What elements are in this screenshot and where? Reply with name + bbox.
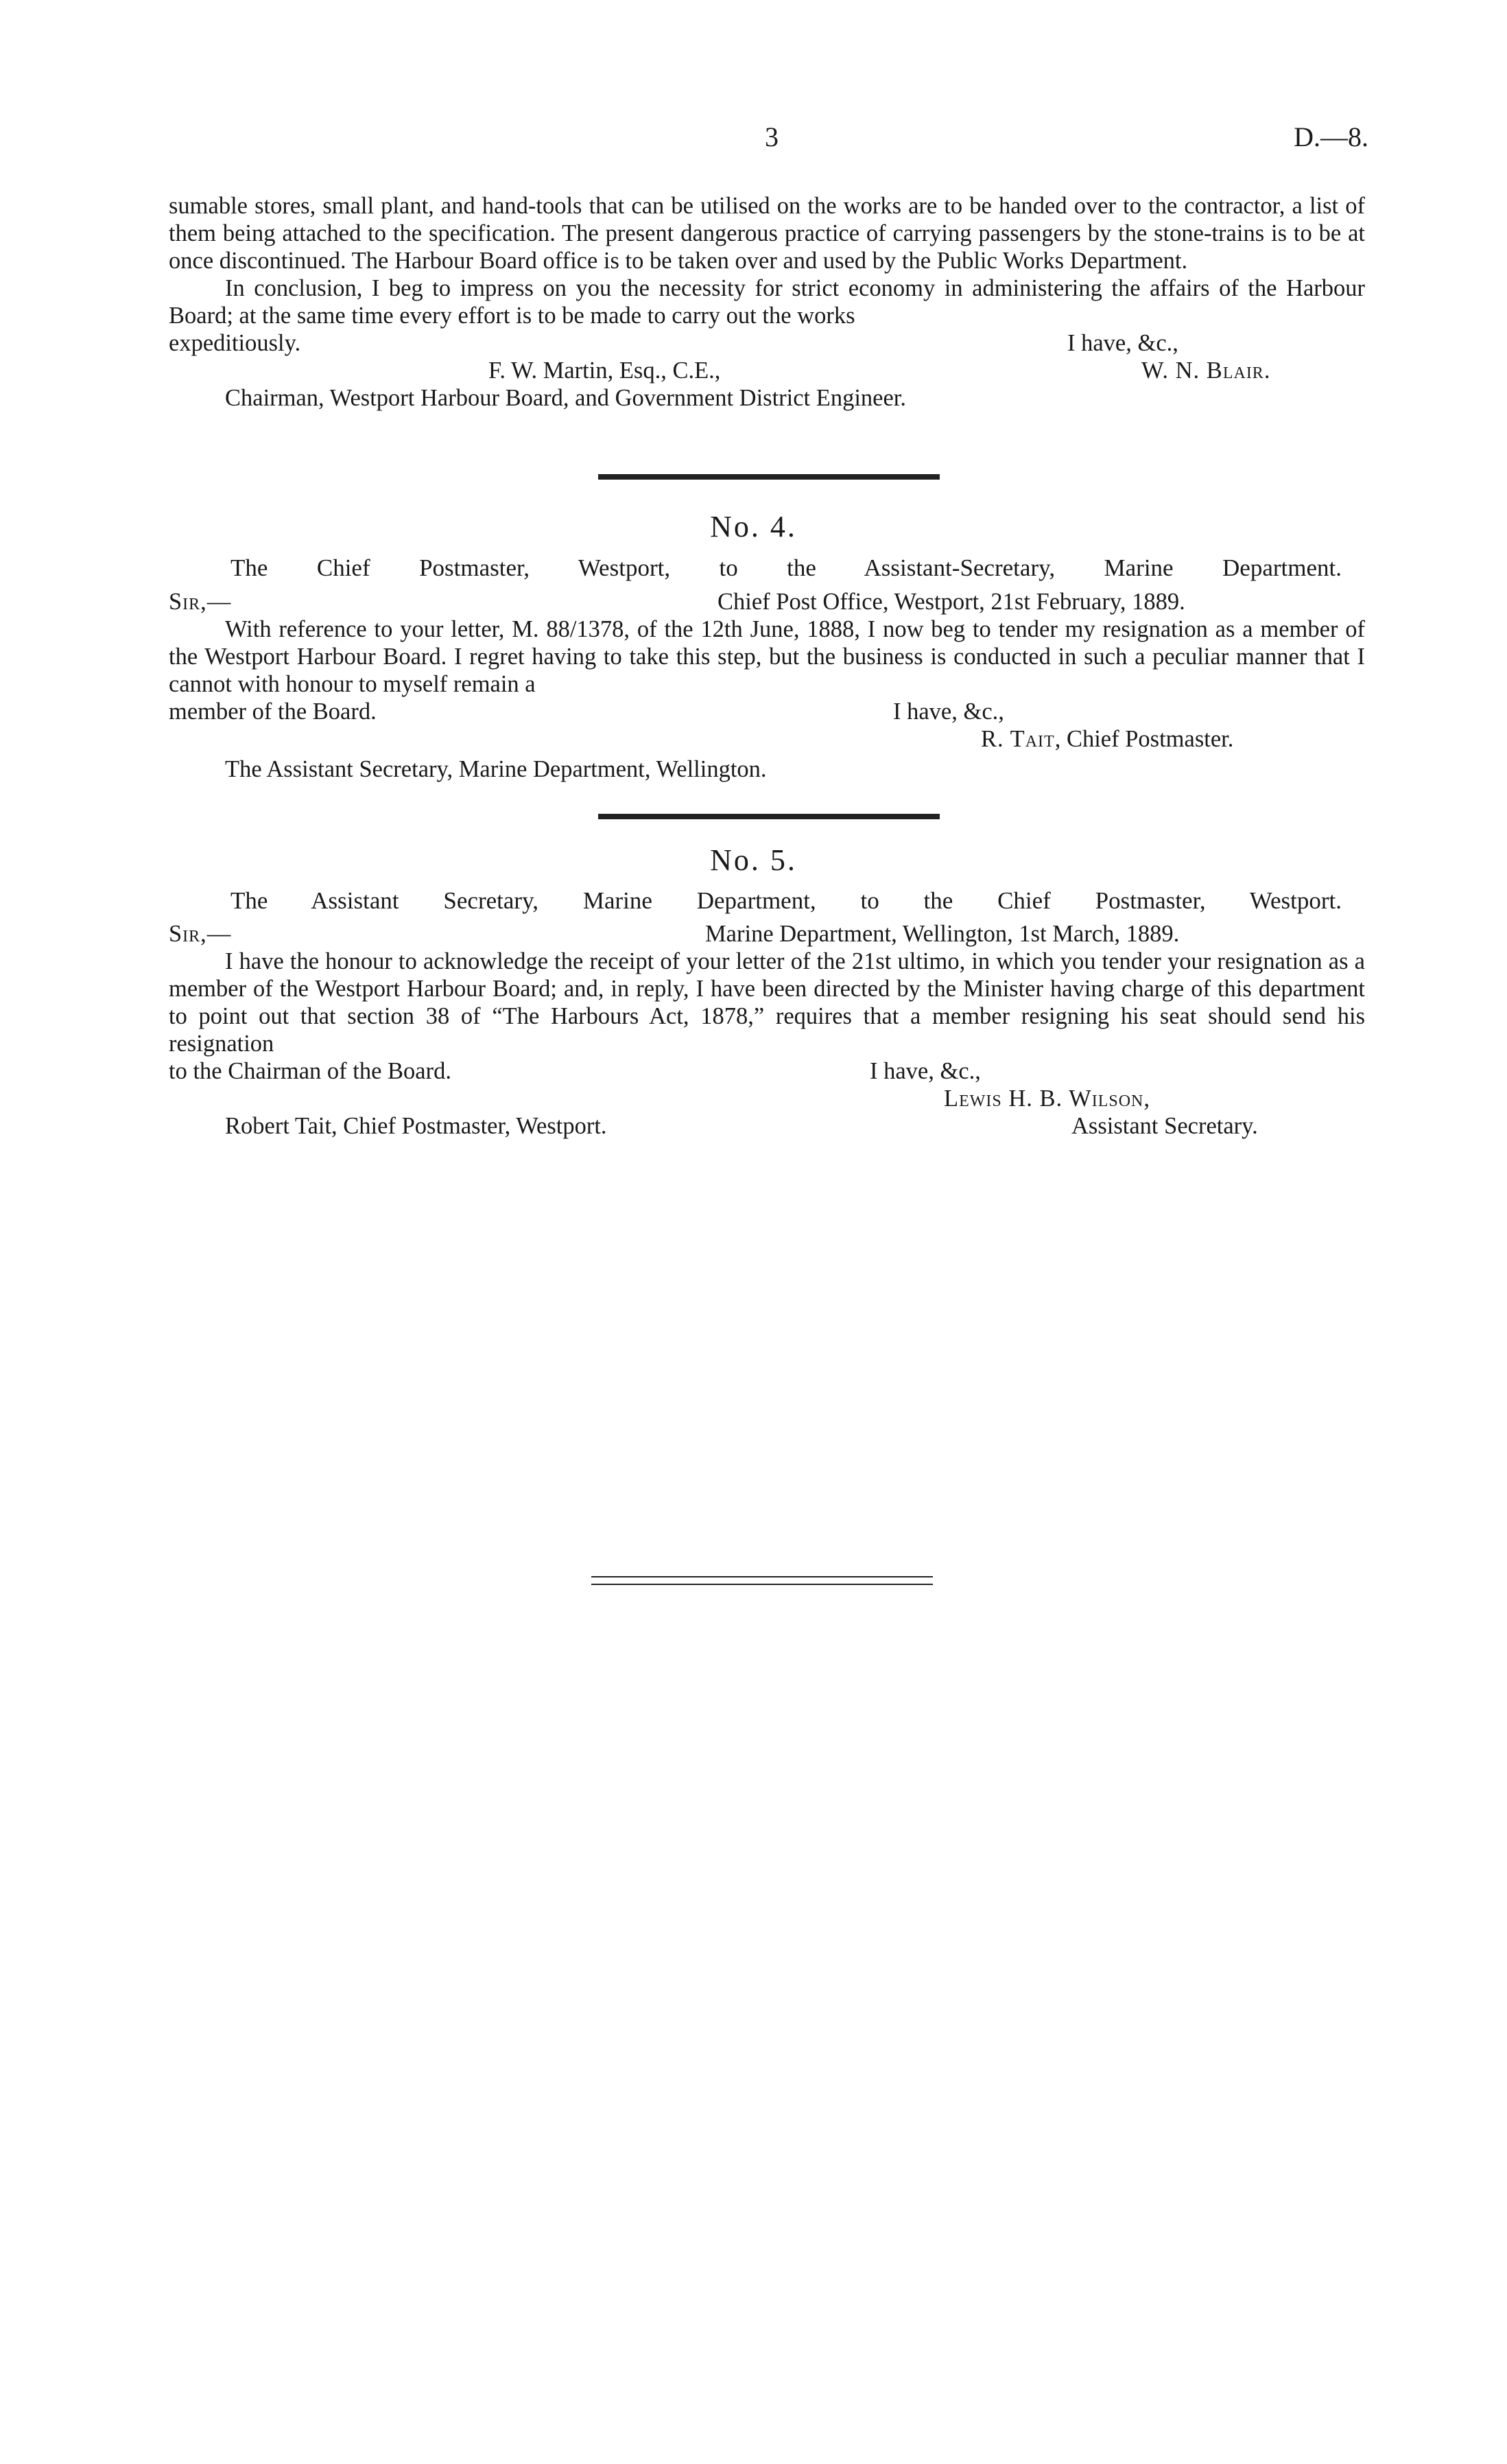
page-number: 3 xyxy=(765,121,779,152)
signature-row xyxy=(169,1085,1365,1112)
paragraph: With reference to your letter, M. 88/1378, of the 12th June, 1888, I now beg to tender my resignation as a member of the Westport Harbour Board. I regret having to take this step, but the business is conducted in such a peculiar manner that I cannot with honour to myself remain a xyxy=(169,616,1365,697)
section-divider xyxy=(598,814,940,819)
signature-name: Lewis H. B. Wilson, xyxy=(944,1086,1151,1112)
addressee-row xyxy=(169,755,1365,783)
closing: I have, &c., xyxy=(870,1058,981,1084)
letter-3-continuation xyxy=(169,192,1365,412)
paragraph-end: to the Chairman of the Board. xyxy=(169,1058,451,1084)
addressee: Robert Tait, Chief Postmaster, Westport. xyxy=(225,1113,607,1139)
place-date: Chief Post Office, Westport, 21st February, 1889. xyxy=(717,589,1185,615)
paragraph: sumable stores, small plant, and hand-tools that can be utilised on the works are to be handed over to the contractor, a list of them being attached to the specification. The present dangerous practice of carrying passengers by the stone-trains is to be at once discontinued. The Harbour Board office is to be taken over and used by the Public Works Department. xyxy=(169,193,1365,274)
paragraph-end: member of the Board. xyxy=(169,699,377,725)
letter-5 xyxy=(169,920,1365,1140)
closing: I have, &c., xyxy=(893,699,1004,725)
letter-5-heading: No. 5. xyxy=(710,843,797,877)
salutation-row xyxy=(169,588,1365,615)
salutation: Sir,— xyxy=(169,589,232,615)
paragraph: I have the honour to acknowledge the receipt of your letter of the 21st ultimo, in which you tender your resignation as a member of the Westport Harbour Board; and, in reply, I have been directed by the Minister having charge of this department to point out that section 38 of “The Harbours Act, 1878,” requires that a member resigning his seat should send his resignation xyxy=(169,948,1365,1057)
closing: I have, &c., xyxy=(1067,330,1178,356)
end-rule xyxy=(591,1576,933,1585)
letter-4-heading: No. 4. xyxy=(710,510,797,543)
addressee: The Assistant Secretary, Marine Department, Wellington. xyxy=(225,756,767,782)
salutation-row xyxy=(169,920,1365,948)
salutation: Sir,— xyxy=(169,921,232,947)
paragraph: In conclusion, I beg to impress on you the necessity for strict economy in administering the affairs of the Harbour Board; at the same time every effort is to be made to carry out the works xyxy=(169,275,1365,329)
closing-row xyxy=(169,698,1365,725)
addressee-row xyxy=(169,357,1365,384)
closing-row xyxy=(169,1057,1365,1085)
addressee-row xyxy=(169,1112,1365,1140)
signature xyxy=(981,725,1233,753)
closing-row xyxy=(169,329,1365,357)
addressee-title: Chairman, Westport Harbour Board, and Government District Engineer. xyxy=(225,385,907,411)
paragraph-end: expeditiously. xyxy=(169,330,301,356)
signature-name: R. Tait xyxy=(981,726,1055,752)
section-divider xyxy=(598,474,940,480)
document-reference: D.—8. xyxy=(1294,121,1368,152)
addressee: F. W. Martin, Esq., C.E., xyxy=(488,357,721,384)
addressee-title-row xyxy=(169,384,1365,412)
letter-4 xyxy=(169,588,1365,783)
signature-title: , Chief Postmaster. xyxy=(1054,726,1234,752)
page-header xyxy=(0,121,1507,162)
letter-4-address-line: The Chief Postmaster, Westport, to the Assistant-Secretary, Marine Department. xyxy=(230,554,1342,581)
place-date: Marine Department, Wellington, 1st March, 1889. xyxy=(705,921,1180,947)
letter-5-address-line: The Assistant Secretary, Marine Department, to the Chief Postmaster, Westport. xyxy=(230,887,1342,914)
signature-title: Assistant Secretary. xyxy=(1071,1113,1258,1139)
signature: W. N. Blair. xyxy=(1141,357,1271,384)
signature-row xyxy=(169,725,1365,753)
